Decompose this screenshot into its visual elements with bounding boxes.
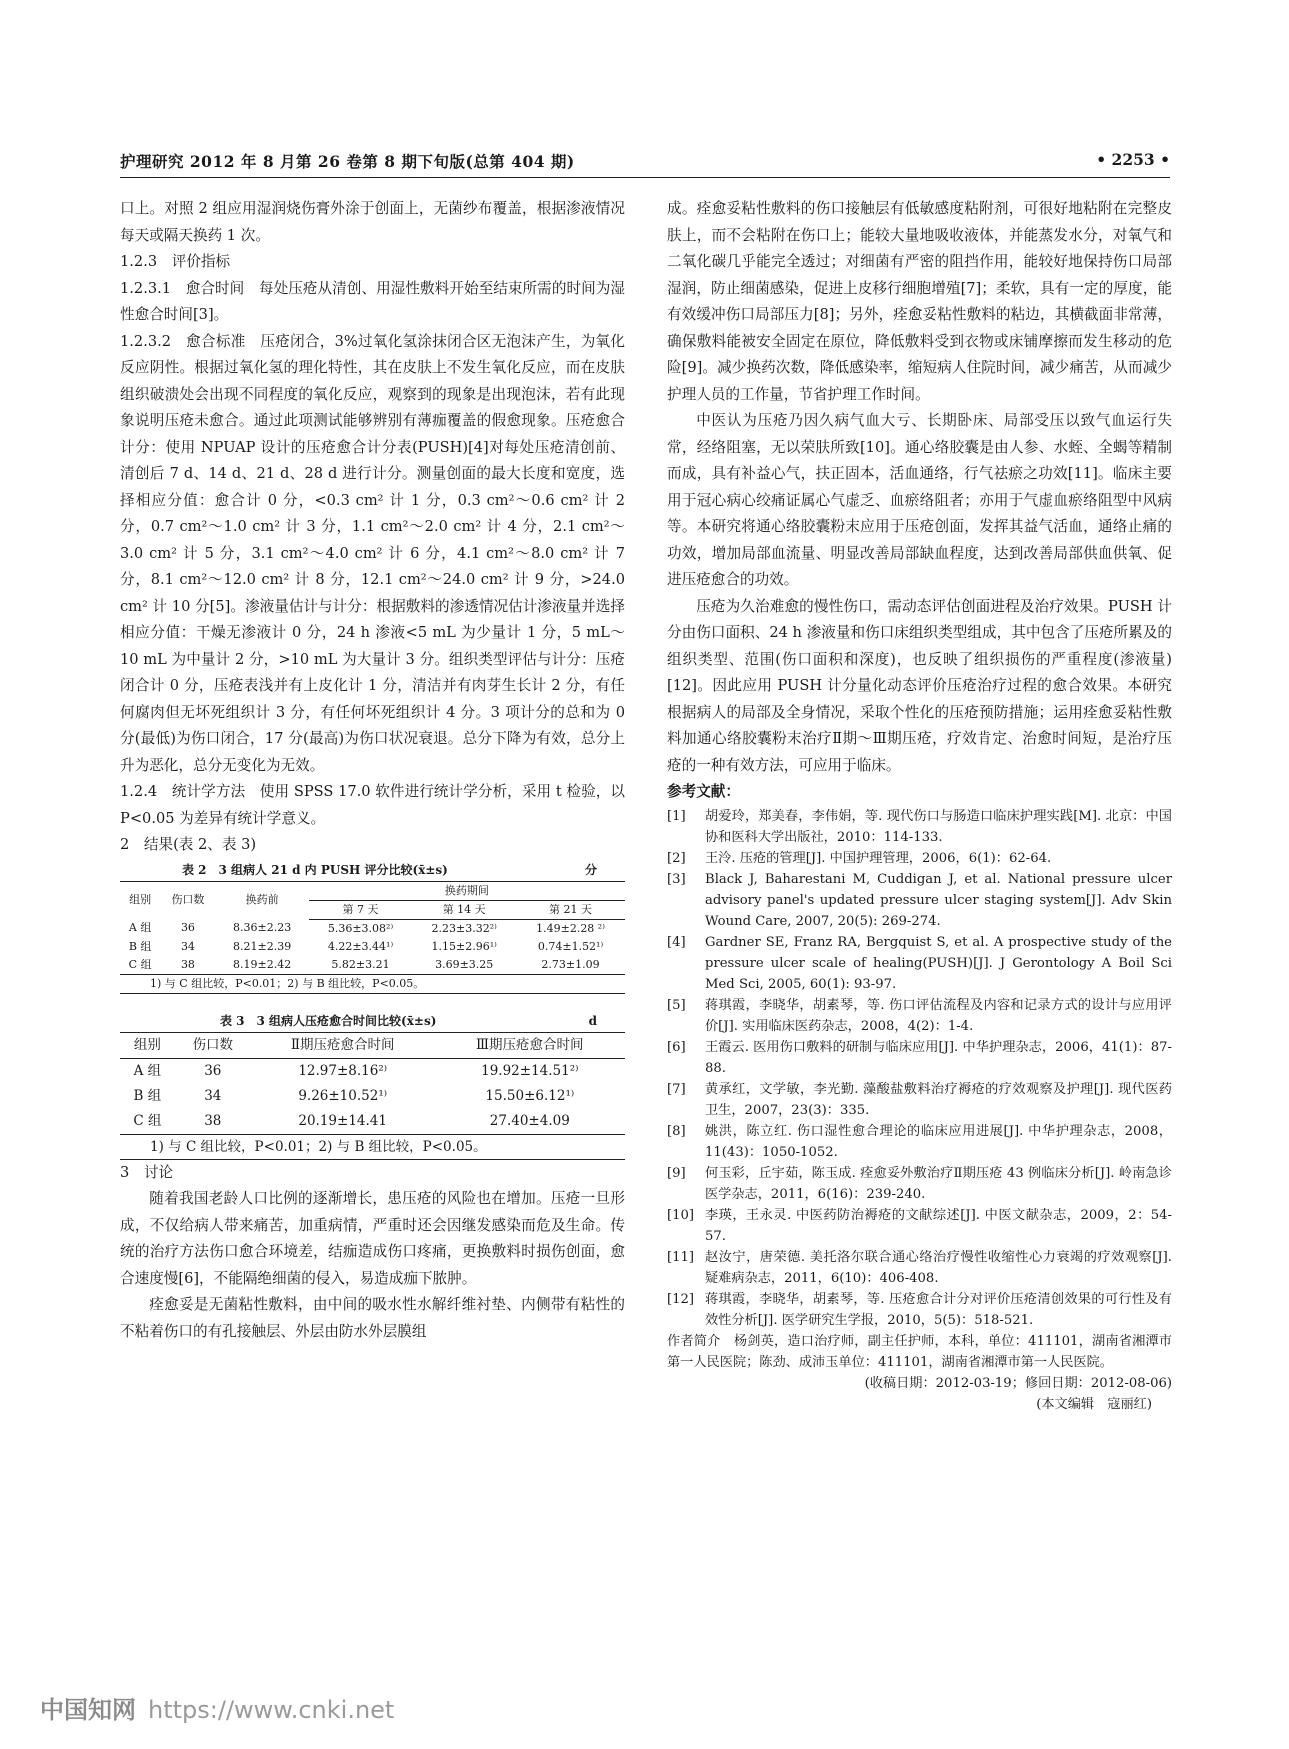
reference-number: [9] (667, 1165, 686, 1181)
reference-number: [7] (667, 1081, 686, 1097)
paragraph-right-2: 中医认为压疮乃因久病气血大亏、长期卧床、局部受压以致气血运行失常，经络阻塞，无以荣肤所致[10]。通心络胶囊是由人参、水蛭、全蝎等精制而成，具有补益心气，扶正固本，活血通络，行气祛瘀之功效[11]。临床主要用于冠心病心绞痛证属心气虚乏、血瘀络阻者；亦用于气虚血瘀络阻型中风病等。本研究将通心络胶囊粉末应用于压疮创面，发挥其益气活血，通络止痛的功效，增加局部血流量、明显改善局部缺血程度，达到改善局部供血供氧、促进压疮愈合的功效。 (667, 412, 1172, 588)
reference-text: 蒋琪霞，李晓华，胡素琴，等. 伤口评估流程及内容和记录方式的设计与应用评价[J]. 实用临床医药杂志，2008，4(2)：1-4. (705, 997, 1172, 1034)
table-cell: 36 (180, 921, 195, 935)
table-cell: 5.82±3.21 (309, 956, 413, 975)
reference-number: [6] (667, 1039, 686, 1055)
table-cell: 8.36±2.23 (233, 921, 292, 935)
table-2-note: 1) 与 C 组比较，P<0.01；2) 与 B 组比较，P<0.05。 (120, 975, 625, 994)
table-row (120, 1058, 625, 1084)
reference-item (667, 1163, 1172, 1205)
table-2-grid (120, 881, 625, 975)
reference-text: 王泠. 压疮的管理[J]. 中国护理管理，2006，6(1)：62-64. (705, 850, 1052, 866)
paragraph-discussion-1: 随着我国老龄人口比例的逐渐增长，患压疮的风险也在增加。压疮一旦形成，不仅给病人带来痛苦，加重病情，严重时还会因继发感染而危及生命。传统的治疗方法伤口愈合环境差，结痂造成伤口疼痛，更换敷料时损伤创面，愈合速度慢[6]，不能隔绝细菌的侵入，易造成痂下脓肿。 (120, 1190, 625, 1287)
table-3-title-row (120, 1010, 625, 1032)
table-2-unit: 分 (584, 862, 597, 877)
references-heading: 参考文献： (667, 783, 740, 800)
reference-number: [11] (667, 1249, 695, 1265)
table-row (120, 956, 625, 975)
table-row (120, 1109, 625, 1135)
paragraph-1-2-4: 1.2.4 统计学方法 使用 SPSS 17.0 软件进行统计学分析，采用 t 检验，以 P<0.05 为差异有统计学意义。 (120, 783, 625, 827)
reference-number: [1] (667, 808, 686, 824)
reference-text: 赵汝宁，唐荣德. 美托洛尔联合通心络治疗慢性收缩性心力衰竭的疗效观察[J]. 疑难病杂志，2011，6(10)：406-408. (705, 1249, 1172, 1286)
reference-item (667, 806, 1172, 848)
table-cell: 34 (204, 1087, 222, 1104)
table-3-note: 1) 与 C 组比较，P<0.01；2) 与 B 组比较，P<0.05。 (120, 1135, 625, 1160)
reference-text: 李瑛，王永灵. 中医药防治褥疮的文献综述[J]. 中医文献杂志，2009，2：54-57. (705, 1207, 1172, 1244)
cnki-watermark (40, 1690, 394, 1725)
reference-list (667, 806, 1172, 1331)
reference-item (667, 848, 1172, 869)
table-2 (120, 859, 625, 994)
table-cell: 5.36±3.08²⁾ (327, 921, 394, 935)
reference-text: 黄承红，文学敏，李光勤. 藻酸盐敷料治疗褥疮的疗效观察及护理[J]. 现代医药卫生，2007，23(3)：335. (705, 1081, 1172, 1118)
table-cell: A 组 (133, 1062, 162, 1079)
table-header: Ⅱ期压疮愈合时间 (251, 1032, 435, 1058)
table-cell: 20.19±14.41 (251, 1109, 435, 1135)
paragraph-1-2-3-2: 1.2.3.2 愈合标准 压疮闭合，3%过氧化氢涂抹闭合区无泡沫产生，为氧化反应阴性。根据过氧化氢的理化特性，其在皮肤上不发生氧化反应，而在皮肤组织破溃处会出现不同程度的氧化反应，观察到的现象是出现泡沫，若有此现象说明压疮未愈合。通过此项测试能够辨别有薄痂覆盖的假愈现象。压疮愈合计分：使用 NPUAP 设计的压疮愈合计分表(PUSH)[4]对每处压疮清创前、清创后 7 d、14 d、21 d、28 d 进行计分。测量创面的最大长度和宽度，选择相应分值：愈合计 0 分，<0.3 cm² 计 1 分，0.3 cm²～0.6 cm² 计 2 分，0.7 cm²～1.0 cm² 计 3 分，1.1 cm²～2.0 cm² 计 4 分，2.1 cm²～3.0 cm² 计 5 分，3.1 cm²～4.0 cm² 计 6 分，4.1 cm²～8.0 cm² 计 7 分，8.1 cm²～12.0 cm² 计 8 分，12.1 cm²～24.0 cm² 计 9 分，>24.0 cm² 计 10 分[5]。渗液量估计与计分：根据敷料的渗透情况估计渗液量并选择相应分值：干燥无渗液计 0 分，24 h 渗液<5 mL 为少量计 1 分，5 mL～10 mL 为中量计 2 分，>10 mL 为大量计 3 分。组织类型评估与计分：压疮闭合计 0 分，压疮表浅并有上皮化计 1 分，清洁并有肉芽生长计 2 分，有任何腐肉但无坏死组织计 3 分，有任何坏死组织计 4 分。3 项计分的总和为 0 分(最低)为伤口闭合，17 分(最高)为伤口状况衰退。总分下降为有效，总分上升为恶化，总分无变化为无效。 (120, 332, 625, 774)
cnki-url: https://www.cnki.net (148, 1696, 395, 1724)
reference-number: [5] (667, 997, 686, 1013)
table-3-title: 表 3 3 组病人压疮愈合时间比较(x̄±s) (220, 1013, 437, 1028)
table-cell: 1.15±2.96¹⁾ (431, 939, 497, 953)
editor-credit: (本文编辑 寇丽红) (1036, 1396, 1152, 1412)
reference-text: 胡爱玲，郑美春，李伟娟，等. 现代伤口与肠造口临床护理实践[M]. 北京：中国协和医科大学出版社，2010：114-133. (705, 808, 1172, 845)
table-header: 伤口数 (175, 1032, 251, 1058)
reference-item (667, 932, 1172, 995)
reference-item (667, 1121, 1172, 1163)
right-column (667, 196, 1172, 1415)
table-cell: 38 (175, 1109, 251, 1135)
heading-2-results: 2 结果(表 2、表 3) (120, 836, 257, 853)
reference-number: [8] (667, 1123, 686, 1139)
table-row (120, 919, 625, 938)
header-rule (120, 177, 1170, 178)
reference-number: [3] (667, 871, 686, 887)
reference-text: 何玉彩，丘宇茹，陈玉成. 痊愈妥外敷治疗Ⅱ期压疮 43 例临床分析[J]. 岭南急诊医学杂志，2011，6(16)：239-240. (705, 1165, 1172, 1202)
journal-header: 护理研究 2012 年 8 月第 26 卷第 8 期下旬版(总第 404 期) (120, 152, 575, 171)
table-cell: 36 (204, 1062, 222, 1079)
table-row (120, 938, 625, 956)
cnki-logo: 中国知网 (40, 1696, 136, 1724)
table-header: Ⅲ期压疮愈合时间 (435, 1032, 625, 1058)
reference-text: 王霞云. 医用伤口敷料的研制与临床应用[J]. 中华护理杂志，2006，41(1)：87-88. (705, 1039, 1172, 1076)
table-cell: 2.23±3.32²⁾ (431, 921, 497, 935)
table-header: 组别 (120, 881, 160, 919)
paragraph-right-1: 成。痊愈妥粘性敷料的伤口接触层有低敏感度粘附剂，可很好地粘附在完整皮肤上，而不会粘附在伤口上；能较大量地吸收液体，并能蒸发水分，对氧气和二氧化碳几乎能完全透过；对细菌有严密的阻挡作用，能较好地保持伤口局部湿润，防止细菌感染，促进上皮移行细胞增殖[7]；柔软，具有一定的厚度，能有效缓冲伤口局部压力[8]；另外，痊愈妥粘性敷料的粘边，其横截面非常薄，确保敷料能被安全固定在原位，降低敷料受到衣物或床铺摩擦而发生移动的危险[9]。减少换药次数，降低感染率，缩短病人住院时间，减少痛苦，从而减少护理人员的工作量，节省护理工作时间。 (667, 200, 1172, 403)
heading-1-2-3: 1.2.3 评价指标 (120, 253, 231, 270)
table-cell: 27.40±4.09 (435, 1109, 625, 1135)
reference-item (667, 1205, 1172, 1247)
table-cell: 38 (160, 956, 215, 975)
reference-text: 蒋琪霞，李晓华，胡素琴，等. 压疮愈合计分对评价压疮清创效果的可行性及有效性分析[J]. 医学研究生学报，2010，5(5)：518-521. (705, 1291, 1172, 1328)
page-number: • 2253 • (1096, 150, 1170, 169)
table-3-unit: d (588, 1013, 597, 1028)
reference-item (667, 1289, 1172, 1331)
table-cell: C 组 (120, 956, 160, 975)
table-header: 第 21 天 (516, 900, 625, 919)
table-cell: 15.50±6.12¹⁾ (485, 1087, 575, 1104)
table-header: 组别 (120, 1032, 175, 1058)
paragraph-intro: 口上。对照 2 组应用湿润烧伤膏外涂于创面上，无菌纱布覆盖，根据渗液情况每天或隔天换药 1 次。 (120, 200, 625, 244)
table-cell: C 组 (120, 1109, 175, 1135)
table-header: 换药前 (216, 881, 309, 919)
table-3 (120, 1010, 625, 1160)
paragraph-1-2-3-1: 1.2.3.1 愈合时间 每处压疮从清创、用湿性敷料开始至结束所需的时间为湿性愈合时间[3]。 (120, 279, 625, 323)
table-cell: 3.69±3.25 (412, 956, 516, 975)
reference-number: [10] (667, 1207, 695, 1223)
table-cell: 8.21±2.39 (233, 939, 292, 953)
table-cell: 19.92±14.51²⁾ (481, 1062, 579, 1079)
table-cell: B 组 (128, 939, 152, 953)
table-cell: 12.97±8.16²⁾ (298, 1062, 388, 1079)
table-cell: 0.74±1.52¹⁾ (537, 939, 604, 953)
table-header: 伤口数 (160, 881, 215, 919)
reference-text: Gardner SE, Franz RA, Bergquist S, et al. A prospective study of the pressure ulcer scale of healing(PUSH)[J]. J Gerontology A Boil Sci Med Sci, 2005, 60(1): 93-97. (705, 934, 1172, 992)
author-info: 作者简介 杨剑英，造口治疗师，副主任护师，本科，单位：411101，湖南省湘潭市第一人民医院；陈劲、成沛玉单位：411101，湖南省湘潭市第一人民医院。 (667, 1333, 1172, 1370)
reference-item (667, 995, 1172, 1037)
table-cell: 9.26±10.52¹⁾ (298, 1087, 388, 1104)
heading-3-discussion: 3 讨论 (120, 1163, 174, 1181)
table-cell: 2.73±1.09 (516, 956, 625, 975)
table-header: 第 14 天 (412, 900, 516, 919)
reference-item (667, 1247, 1172, 1289)
running-header (120, 150, 1170, 174)
table-cell: 4.22±3.44¹⁾ (327, 939, 394, 953)
left-column (120, 196, 625, 1345)
reference-text: 姚洪，陈立红. 伤口湿性愈合理论的临床应用进展[J]. 中华护理杂志，2008，11(43)：1050-1052. (705, 1123, 1172, 1160)
paragraph-discussion-2: 痊愈妥是无菌粘性敷料，由中间的吸水性水解纤维衬垫、内侧带有粘性的不粘着伤口的有孔接触层、外层由防水外层膜组 (120, 1296, 625, 1340)
reference-item (667, 869, 1172, 932)
table-cell: 8.19±2.42 (216, 956, 309, 975)
table-row (120, 1084, 625, 1109)
table-2-title: 表 2 3 组病人 21 d 内 PUSH 评分比较(x̄±s) (182, 862, 448, 877)
table-2-title-row (120, 859, 625, 881)
reference-number: [12] (667, 1291, 695, 1307)
paragraph-right-3: 压疮为久治难愈的慢性伤口，需动态评估创面进程及治疗效果。PUSH 计分由伤口面积、24 h 渗液量和伤口床组织类型组成，其中包含了压疮所累及的组织类型、范围(伤口面积和深度)，也反映了组织损伤的严重程度(渗液量)[12]。因此应用 PUSH 计分量化动态评价压疮治疗过程的愈合效果。本研究根据病人的局部及全身情况，采取个性化的压疮预防措施；运用痊愈妥粘性敷料加通心络胶囊粉末治疗Ⅱ期～Ⅲ期压疮，疗效肯定、治愈时间短，是治疗压疮的一种有效方法，可应用于临床。 (667, 597, 1172, 774)
reference-item (667, 1037, 1172, 1079)
table-cell: A 组 (128, 921, 152, 935)
table-header: 第 7 天 (309, 900, 413, 919)
received-dates: (收稿日期：2012-03-19；修回日期：2012-08-06) (864, 1375, 1172, 1391)
reference-number: [2] (667, 850, 686, 866)
table-cell: 34 (180, 939, 195, 953)
reference-number: [4] (667, 934, 686, 950)
table-cell: B 组 (133, 1087, 162, 1104)
table-cell: 1.49±2.28 ²⁾ (536, 921, 605, 935)
table-header: 换药期间 (309, 881, 625, 900)
reference-text: Black J, Baharestani M, Cuddigan J, et al. National pressure ulcer advisory panel's updated pressure ulcer staging system[J]. Adv Skin Wound Care, 2007, 20(5): 269-274. (705, 871, 1172, 929)
table-3-grid (120, 1032, 625, 1135)
reference-item (667, 1079, 1172, 1121)
